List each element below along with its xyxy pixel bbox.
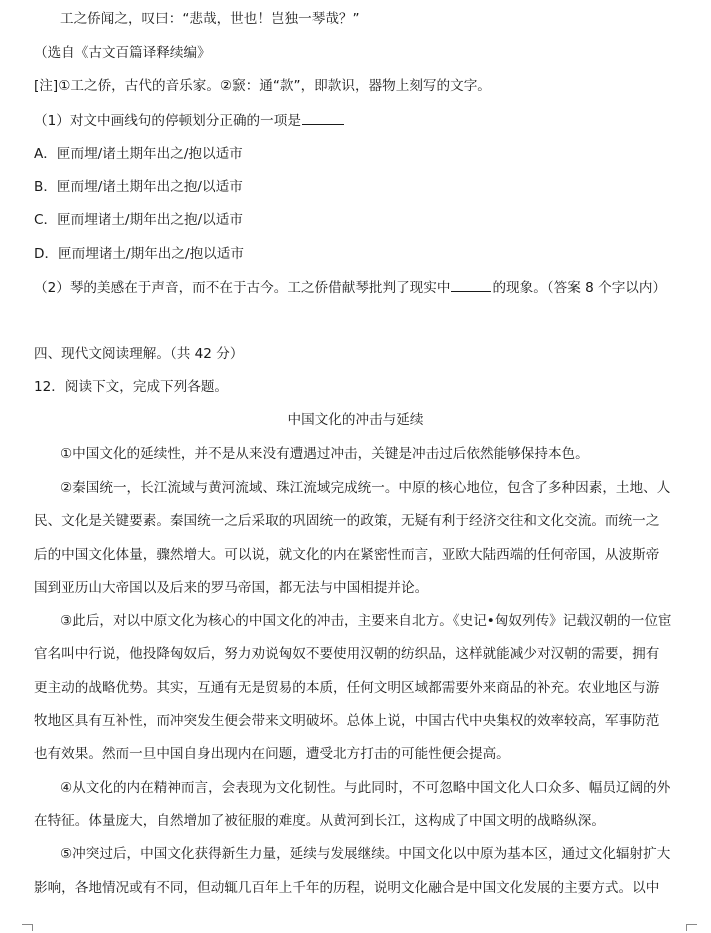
option-b: B．匣而埋/诸土期年出之抱/以适市 [34,179,243,195]
paragraph-line: 牧地区具有互补性，而冲突发生便会带来文明破坏。总体上说，中国古代中央集权的效率较高，军事防范 [34,713,660,729]
question-1-stem [34,111,345,130]
paragraph-line: 在特征。体量庞大，自然增加了被征服的难度。从黄河到长江，这构成了中国文明的战略纵深。 [34,813,605,829]
paragraph-line: ①中国文化的延续性，并不是从来没有遭遇过冲击，关键是冲击过后依然能够保持本色。 [60,446,589,462]
answer-blank [302,111,344,125]
page-corner-mark-left [22,924,33,931]
answer-blank [451,278,491,292]
paragraph-line: 国到亚历山大帝国以及后来的罗马帝国，都无法与中国相提并论。 [34,580,429,596]
paragraph-line: 官名叫中行说，他投降匈奴后，努力劝说匈奴不要使用汉朝的纺织品，这样就能减少对汉朝的需要，拥有 [34,646,660,662]
option-c: C．匣而埋诸土/期年出之抱/以适市 [34,212,243,228]
paragraph-line: 民、文化是关键要素。秦国统一之后采取的巩固统一的政策，无疑有利于经济交往和文化交流。而统一之 [34,513,660,529]
question-2-text-before: （2）琴的美感在于声音，而不在于古今。工之侨借献琴批判了现实中 [34,280,451,296]
paragraph-line: 也有效果。然而一旦中国自身出现内在问题，遭受北方打击的可能性便会提高。 [34,746,510,762]
question-12: 12．阅读下文，完成下列各题。 [34,379,229,395]
annotation-note: [注]①工之侨，古代的音乐家。②窾：通“款”，即款识，器物上刻写的文字。 [34,78,491,94]
passage-last-line: 工之侨闻之，叹曰：“悲哉，世也！岂独一琴哉？” [60,11,360,27]
section-heading: 四、现代文阅读理解。（共 42 分） [34,346,244,362]
question-2-text-after: 的现象。（答案 8 个字以内） [492,280,667,296]
paragraph-line: ③此后，对以中原文化为核心的中国文化的冲击，主要来自北方。《史记•匈奴列传》记载汉朝的一位宦 [60,613,672,629]
option-d: D．匣而埋诸土/期年出之/抱以适市 [34,246,244,262]
paragraph-line: 影响，各地情况或有不同，但动辄几百年上千年的历程，说明文化融合是中国文化发展的主要方式。以中 [34,880,660,896]
paragraph-line: ②秦国统一，长江流域与黄河流域、珠江流域完成统一。中原的核心地位，包含了多种因素，土地、人 [60,480,671,496]
source-citation: （选自《古文百篇译释续编》 [34,45,211,61]
question-1-text: （1）对文中画线句的停顿划分正确的一项是 [34,113,301,129]
paragraph-line: ⑤冲突过后，中国文化获得新生力量，延续与发展继续。中国文化以中原为基本区，通过文化辐射扩大 [60,846,671,862]
option-a: A．匣而埋/诸土期年出之/抱以适市 [34,146,243,162]
paragraph-line: 更主动的战略优势。其实，互通有无是贸易的本质，任何文明区域都需要外来商品的补充。农业地区与游 [34,680,660,696]
paragraph-line: 后的中国文化体量，骤然增大。可以说，就文化的内在紧密性而言，亚欧大陆西端的任何帝国，从波斯帝 [34,547,660,563]
article-title: 中国文化的冲击与延续 [287,412,424,428]
paragraph-line: ④从文化的内在精神而言，会表现为文化韧性。与此同时，不可忽略中国文化人口众多、幅员辽阔的外 [60,780,671,796]
question-2 [34,278,666,297]
page-corner-mark-right [686,924,697,931]
